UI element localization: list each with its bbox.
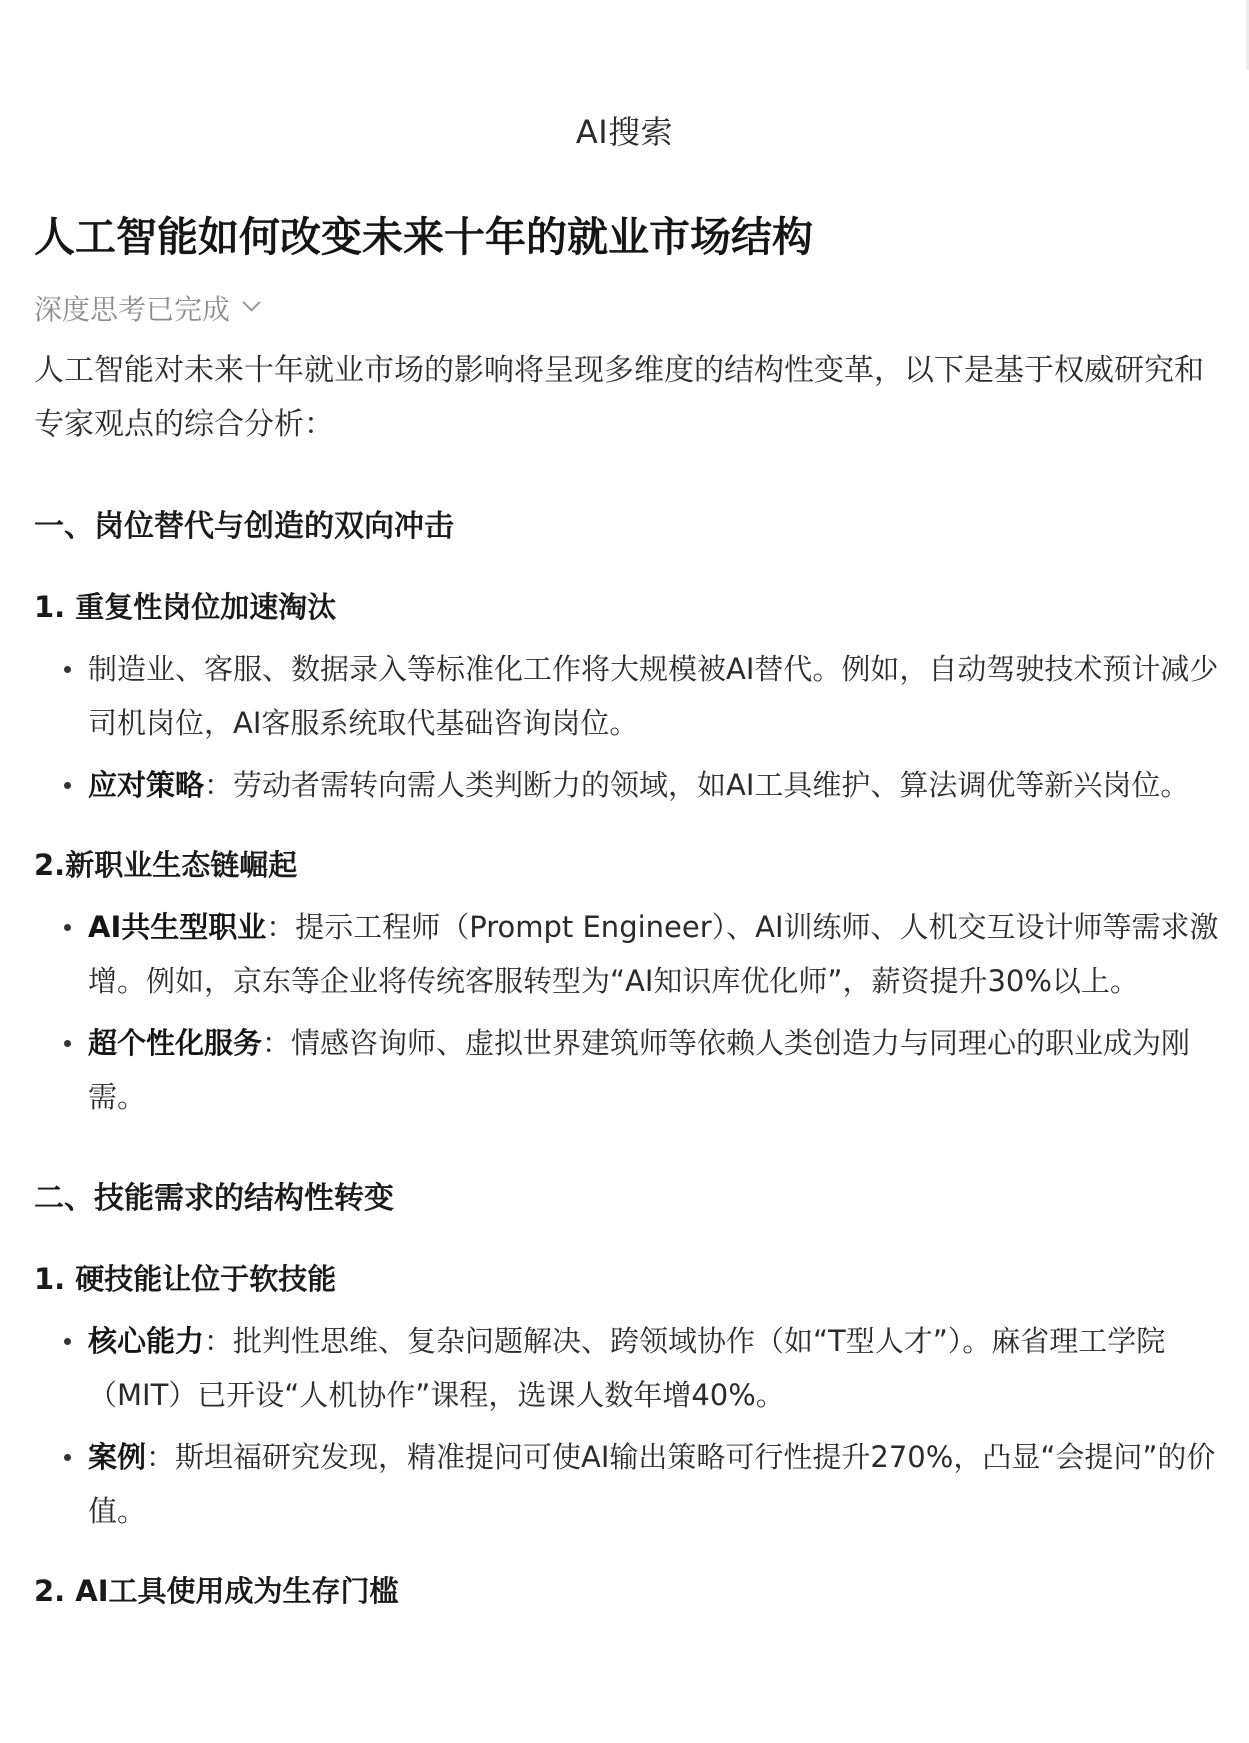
bullet-label: 核心能力 [88, 1324, 205, 1358]
bullet-dot [64, 924, 71, 931]
subsection-title: 1. 硬技能让位于软技能 [34, 1262, 337, 1296]
list-item [34, 1016, 1219, 1124]
bullet-dot [64, 782, 71, 789]
question-title: 人工智能如何改变未来十年的就业市场结构 [34, 213, 813, 261]
chevron-down-icon [240, 294, 264, 318]
list-item [34, 758, 1219, 812]
section-title: 二、技能需求的结构性转变 [34, 1181, 394, 1216]
bullet-label: 案例 [88, 1440, 147, 1474]
answer-content [34, 212, 1219, 1618]
bullet-text: ：情感咨询师、虚拟世界建筑师等依赖人类创造力与同理心的职业成为刚需。 [88, 1026, 1191, 1114]
subsection-title: 1. 重复性岗位加速淘汰 [34, 590, 337, 624]
bullet-text: ：提示工程师（Prompt Engineer）、AI训练师、人机交互设计师等需求激增。例如，京东等企业将传统客服转型为“AI知识库优化师”，薪资提升30%以上。 [88, 910, 1219, 998]
section-title: 一、岗位替代与创造的双向冲击 [34, 509, 454, 544]
list-item [34, 1314, 1219, 1422]
bullet-dot [64, 1454, 71, 1461]
thinking-status: 深度思考已完成 [34, 293, 231, 326]
bullet-dot [64, 1338, 71, 1345]
list-item [34, 642, 1219, 750]
thinking-toggle[interactable] [34, 288, 1219, 328]
bullet-dot [64, 666, 71, 673]
bullet-label: AI共生型职业 [88, 910, 267, 944]
intro-paragraph: 人工智能对未来十年就业市场的影响将呈现多维度的结构性变革，以下是基于权威研究和专家观点的综合分析： [34, 353, 1204, 442]
bullet-dot [64, 1040, 71, 1047]
bullet-text: ：批判性思维、复杂问题解决、跨领域协作（如“T型人才”）。麻省理工学院（MIT）已开设“人机协作”课程，选课人数年增40%。 [88, 1324, 1166, 1412]
subsection-title: 2. AI工具使用成为生存门槛 [34, 1574, 399, 1608]
bullet-label: 应对策略 [88, 768, 205, 802]
bullet-text: 制造业、客服、数据录入等标准化工作将大规模被AI替代。例如，自动驾驶技术预计减少司机岗位，AI客服系统取代基础咨询岗位。 [88, 652, 1219, 740]
subsection-title: 2.新职业生态链崛起 [34, 848, 298, 882]
bullet-text: ：劳动者需转向需人类判断力的领域，如AI工具维护、算法调优等新兴岗位。 [204, 768, 1190, 802]
bullet-text: ：斯坦福研究发现，精准提问可使AI输出策略可行性提升270%，凸显“会提问”的价值。 [88, 1440, 1216, 1528]
header-title: AI搜索 [575, 113, 674, 151]
list-item [34, 900, 1219, 1008]
list-item [34, 1430, 1219, 1538]
bullet-label: 超个性化服务 [88, 1026, 263, 1060]
